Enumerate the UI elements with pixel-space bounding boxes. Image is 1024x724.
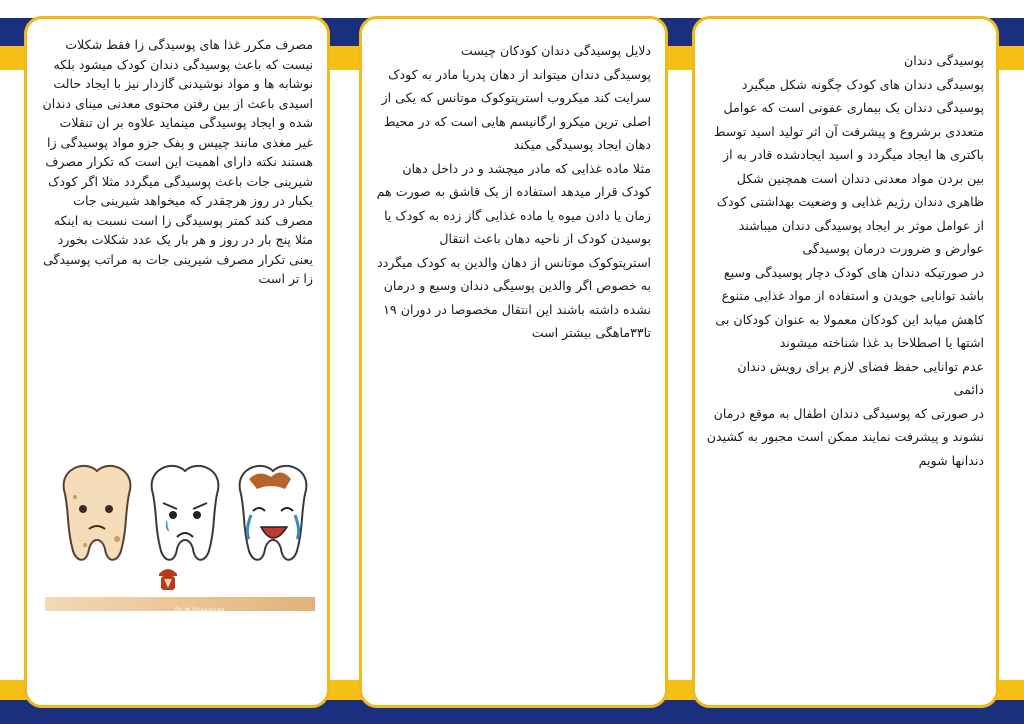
right-title: پوسیدگی دندان [904,53,984,68]
sad-teeth-illustration [45,459,315,609]
right-heading: عوارض و ضرورت درمان پوسیدگی [802,241,984,256]
right-paragraph: در صورتیکه دندان های کودک دچار پوسیدگی وسیع باشد توانایی جویدن و استفاده از مواد غذایی متنوع کاهش میابد این کودکان معمولا به عنوان کودکان بی اشتها یا اصطلاحا بد غذا شناخته میشوند [715,264,984,350]
left-panel [24,16,330,708]
right-paragraph: در صورتی که پوسیدگی دندان اطفال به موقع درمان نشوند و پیشرفت نمایند ممکن است مجبور به کشیدن دندانها شویم [706,405,984,468]
left-paragraph: مصرف مکرر غذا های پوسیدگی زا فقط شکلات نیست که باعث پوسیدگی دندان کودک میشود بلکه نوشابه ها و مواد نوشیدنی گازدار نیز با ایجاد حالت اسیدی باعث از بین رفتن محتوی معدنی مینای دندان شده و ایجاد پوسیدگی مینماید علاوه بر ان تنقلات غیر مغذی مانند چیپس و پفک جزو مواد پوسیدگی زا هستند نکته دارای اهمیت این است که تکرار مصرف شیرینی جات باعث پوسیدگی میگردد مثلا اگر کودک یکبار در روز هرچقدر که میخواهد شیرینی جات مصرف کند کمتر پوسیدگی زا است نسبت به اینکه مثلا پنج بار در روز و هر بار یک عدد شکلات بخورد یعنی تکرار مصرف شیرینی جات به مراتب پوسیدگی زا تر است [42,37,313,286]
middle-panel [359,16,668,708]
right-panel-text [705,49,984,472]
right-panel [692,16,999,708]
right-paragraph: عدم توانایی حفظ فضای لازم برای رویش دندان دائمی [737,358,984,397]
logo-text: Dr.M.Shekarian [175,607,225,614]
teeth-icon [45,459,315,569]
middle-panel-text [376,39,651,345]
right-heading: پوسیدگی دندان های کودک چگونه شکل میگیرد [741,76,984,92]
sad-tooth-icon [152,466,219,560]
left-panel-text [41,35,313,289]
middle-paragraph: مثلا ماده غذایی که مادر میچشد و در داخل دهان کودک قرار میدهد استفاده از یک قاشق به صورت هم زمان یا دادن میوه یا ماده غذایی گاز زده به کودک یا بوسیدن کودک از ناحیه دهان باعث انتقال استرپتوکوک موتانس از دهان والدین به کودک میگردد به خصوص اگر والدین پوسیگی دندان وسیع و درمان نشده داشته باشند این انتقال مخصوصا در دوران ۱۹ تا۳۳ماهگی بیشتر است [376,160,651,340]
logo-bar [45,597,315,614]
clinic-logo-icon [157,564,179,598]
middle-heading: دلایل پوسیدگی دندان کودکان چیست [460,43,651,58]
middle-paragraph: پوسیدگی دندان میتواند از دهان پدریا مادر به کودک سرایت کند میکروب استرپتوکوک موتانس که یکی از اصلی ترین میکرو ارگانیسم هایی است که در محیط دهان ایجاد پوسیدگی میکند [381,66,651,152]
crying-tooth-icon [240,466,307,560]
right-paragraph: پوسیدگی دندان یک بیماری عفونی است که عوامل متعددی برشروع و پیشرفت آن اثر تولید اسید توسط باکتری ها ایجاد میگردد و اسید ایجادشده قادر به از بین بردن مواد معدنی دندان است همچنین شکل ظاهری دندان رژیم غذایی و وضعیت بهداشتی کودک از عوامل موثر بر ایجاد پوسیدگی دندان میباشند [713,100,984,233]
stained-tooth-icon [64,466,131,560]
